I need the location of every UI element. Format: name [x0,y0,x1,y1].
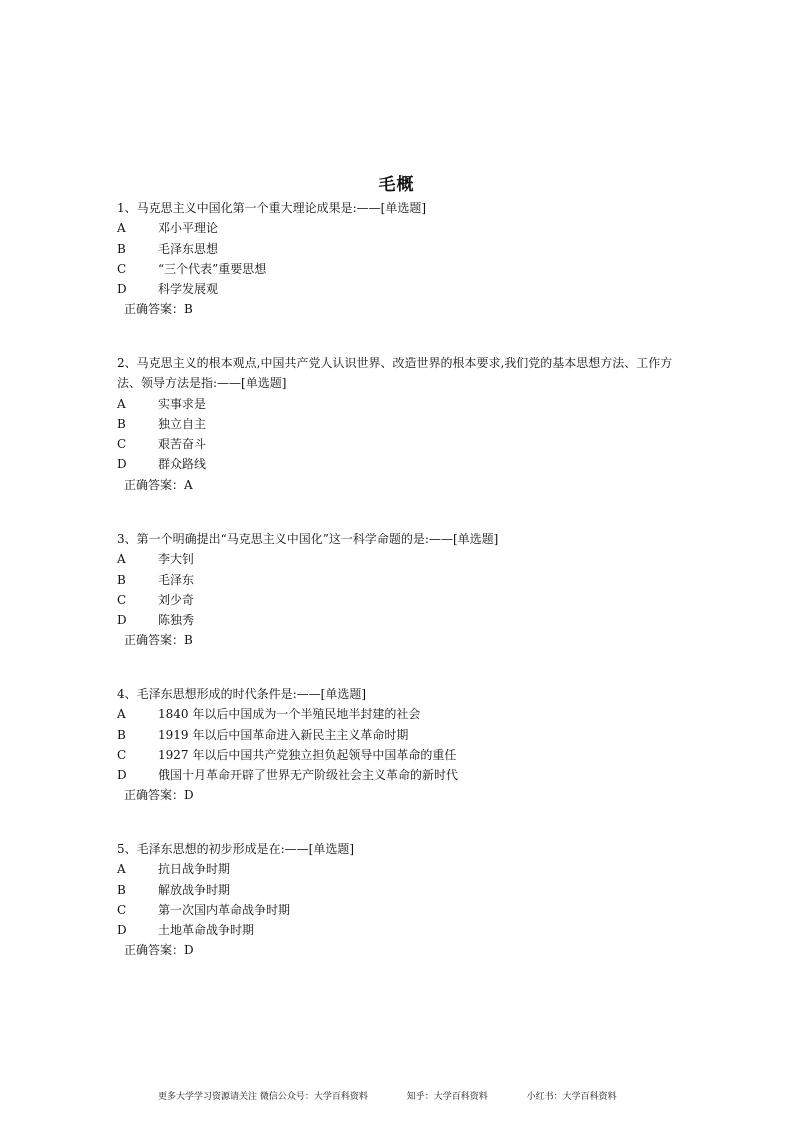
question-4 [117,684,677,806]
correct-answer: 正确答案：B [124,302,193,317]
option-b [117,570,677,590]
correct-answer: 正确答案：D [124,943,194,958]
option-letter: A [117,396,126,411]
option-text: 俄国十月革命开辟了世界无产阶级社会主义革命的新时代 [158,768,459,783]
option-d [117,610,677,630]
footer-zhihu: 知乎：大学百科资料 [406,1092,488,1102]
option-d [117,920,677,940]
option-b [117,725,677,745]
option-a [117,549,677,569]
option-text: 陈独秀 [158,613,195,628]
option-c [117,434,677,454]
option-letter: D [117,923,127,938]
option-letter: B [117,572,126,587]
option-letter: C [117,261,127,276]
option-text: 刘少奇 [158,592,195,607]
question-1 [117,198,677,320]
option-letter: A [117,707,126,722]
question-stem: 4、毛泽东思想形成的时代条件是:——[单选题] [117,687,367,701]
option-b [117,880,677,900]
option-letter: B [117,882,126,897]
option-c [117,745,677,765]
option-text: 科学发展观 [158,282,219,297]
question-3 [117,529,677,651]
option-letter: D [117,768,127,783]
option-a [117,394,677,414]
option-d [117,765,677,785]
option-text: 李大钊 [158,552,195,567]
option-letter: C [117,747,127,762]
option-text: 独立自主 [158,416,207,431]
footer-wechat: 更多大学学习资源请关注 微信公众号：大学百科资料 [158,1092,368,1102]
option-text: 1840 年以后中国成为一个半殖民地半封建的社会 [158,707,421,722]
option-text: 毛泽东 [158,572,195,587]
option-text: 艰苦奋斗 [158,437,207,452]
option-text: 第一次国内革命战争时期 [158,902,291,917]
option-d [117,454,677,474]
option-letter: D [117,613,127,628]
option-text: 群众路线 [158,457,207,472]
option-b [117,414,677,434]
option-letter: A [117,552,126,567]
option-c [117,259,677,279]
option-text: 邓小平理论 [158,221,219,236]
question-stem: 3、第一个明确提出“马克思主义中国化”这一科学命题的是:——[单选题] [117,532,499,546]
option-b [117,239,677,259]
option-text: “三个代表”重要思想 [158,261,267,276]
question-2 [117,353,677,495]
option-text: 1927 年以后中国共产党独立担负起领导中国革命的重任 [158,747,457,762]
option-letter: B [117,727,126,742]
option-a [117,218,677,238]
footer-xiaohongshu: 小红书：大学百科资料 [526,1092,617,1102]
page-title: 毛概 [378,175,415,195]
option-letter: A [117,862,126,877]
option-letter: C [117,902,127,917]
option-letter: D [117,457,127,472]
correct-answer: 正确答案：A [124,477,193,492]
option-c [117,900,677,920]
question-stem: 5、毛泽东思想的初步形成是在:——[单选题] [117,842,355,856]
option-text: 1919 年以后中国革命进入新民主主义革命时期 [158,727,409,742]
option-a [117,859,677,879]
option-a [117,704,677,724]
question-stem: 2、马克思主义的根本观点,中国共产党人认识世界、改造世界的根本要求,我们党的基本思想方法、工作方法、领导方法是指:——[单选题] [117,356,673,391]
option-text: 解放战争时期 [158,882,231,897]
correct-answer: 正确答案：B [124,633,193,648]
question-stem: 1、马克思主义中国化第一个重大理论成果是:——[单选题] [117,201,427,215]
option-text: 抗日战争时期 [158,862,231,877]
option-letter: B [117,416,126,431]
question-5 [117,839,677,961]
option-text: 土地革命战争时期 [158,923,255,938]
option-c [117,590,677,610]
option-letter: A [117,221,126,236]
option-letter: C [117,592,127,607]
option-text: 毛泽东思想 [158,241,219,256]
correct-answer: 正确答案：D [124,788,194,803]
option-letter: C [117,437,127,452]
option-d [117,279,677,299]
option-text: 实事求是 [158,396,207,411]
option-letter: D [117,282,127,297]
option-letter: B [117,241,126,256]
page-footer [158,1091,617,1103]
